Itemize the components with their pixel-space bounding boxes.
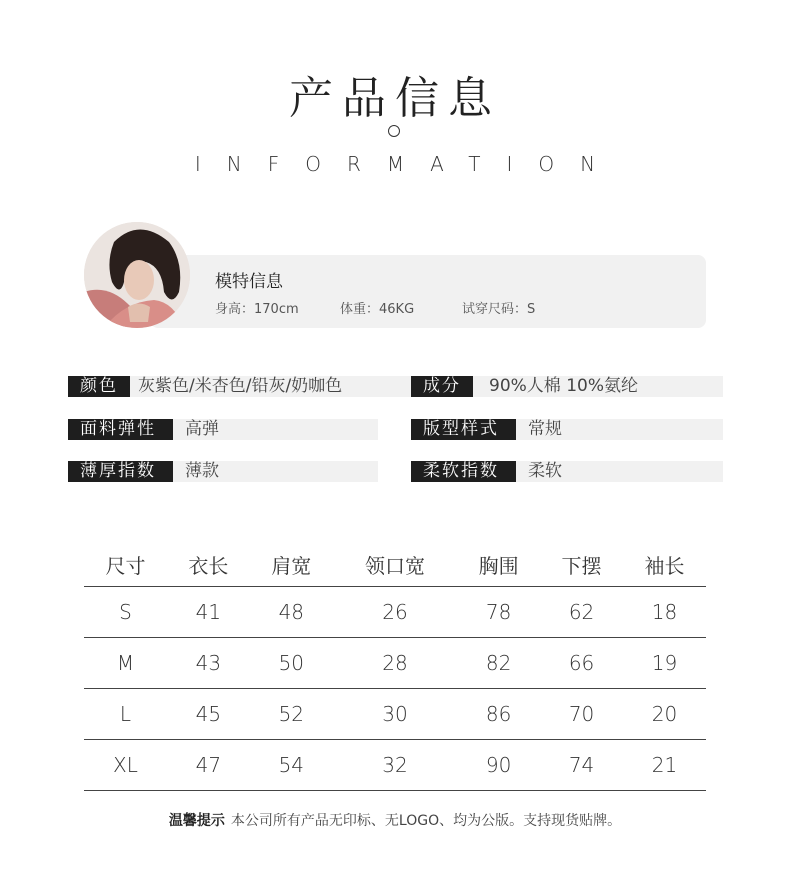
attribute-label: 薄厚指数	[68, 461, 173, 482]
attribute-label: 颜色	[68, 376, 130, 397]
table-cell: 54	[250, 740, 333, 791]
table-cell: 30	[333, 689, 457, 740]
table-header-row	[84, 543, 706, 587]
table-row	[84, 740, 706, 791]
table-cell: 82	[457, 638, 540, 689]
attribute-value: 薄款	[173, 461, 378, 482]
column-header: 肩宽	[250, 543, 333, 587]
attribute-label: 柔软指数	[411, 461, 516, 482]
table-cell: 41	[167, 587, 250, 638]
column-header: 下摆	[540, 543, 623, 587]
model-trial-size: 试穿尺码：S	[462, 302, 536, 317]
table-cell: 48	[250, 587, 333, 638]
table-cell: 45	[167, 689, 250, 740]
attribute-fit-style	[411, 419, 723, 440]
attribute-value: 90%人棉 10%氨纶	[473, 376, 723, 397]
attribute-thickness	[68, 461, 378, 482]
attribute-label: 成分	[411, 376, 473, 397]
column-header: 胸围	[457, 543, 540, 587]
model-weight: 体重：46KG	[340, 302, 415, 317]
table-cell: 28	[333, 638, 457, 689]
table-cell: 66	[540, 638, 623, 689]
column-header: 领口宽	[333, 543, 457, 587]
table-row	[84, 587, 706, 638]
table-cell: 18	[623, 587, 706, 638]
table-row	[84, 638, 706, 689]
table-cell: 20	[623, 689, 706, 740]
tip-text: 本公司所有产品无印标、无LOGO、均为公版。支持现货贴牌。	[230, 813, 622, 829]
table-cell: 70	[540, 689, 623, 740]
table-cell: 86	[457, 689, 540, 740]
attribute-value: 灰紫色/米杏色/铅灰/奶咖色	[130, 376, 450, 397]
table-cell: 47	[167, 740, 250, 791]
attribute-label: 版型样式	[411, 419, 516, 440]
table-cell: L	[84, 689, 167, 740]
table-cell: 43	[167, 638, 250, 689]
circle-ornament	[388, 125, 400, 137]
attribute-value: 高弹	[173, 419, 378, 440]
attribute-elasticity	[68, 419, 378, 440]
table-cell: M	[84, 638, 167, 689]
tip-note	[0, 810, 790, 830]
attribute-color	[68, 376, 382, 397]
table-cell: 19	[623, 638, 706, 689]
column-header: 衣长	[167, 543, 250, 587]
attribute-label: 面料弹性	[68, 419, 173, 440]
table-cell: 52	[250, 689, 333, 740]
model-height: 身高：170cm	[215, 302, 299, 317]
size-table	[84, 543, 706, 791]
model-avatar	[84, 222, 190, 328]
table-cell: XL	[84, 740, 167, 791]
table-cell: 50	[250, 638, 333, 689]
attribute-value: 柔软	[516, 461, 723, 482]
table-cell: 78	[457, 587, 540, 638]
page-subtitle: INFORMATION	[194, 152, 622, 176]
attribute-composition	[411, 376, 723, 397]
attribute-softness	[411, 461, 723, 482]
model-info-title: 模特信息	[215, 272, 283, 292]
table-cell: 90	[457, 740, 540, 791]
tip-label: 温馨提示	[168, 813, 225, 829]
column-header: 尺寸	[84, 543, 167, 587]
table-cell: 74	[540, 740, 623, 791]
table-cell: 32	[333, 740, 457, 791]
table-cell: 26	[333, 587, 457, 638]
column-header: 袖长	[623, 543, 706, 587]
table-cell: 62	[540, 587, 623, 638]
table-cell: S	[84, 587, 167, 638]
table-row	[84, 689, 706, 740]
table-cell: 21	[623, 740, 706, 791]
page-title: 产品信息	[289, 73, 501, 124]
attribute-value: 常规	[516, 419, 723, 440]
